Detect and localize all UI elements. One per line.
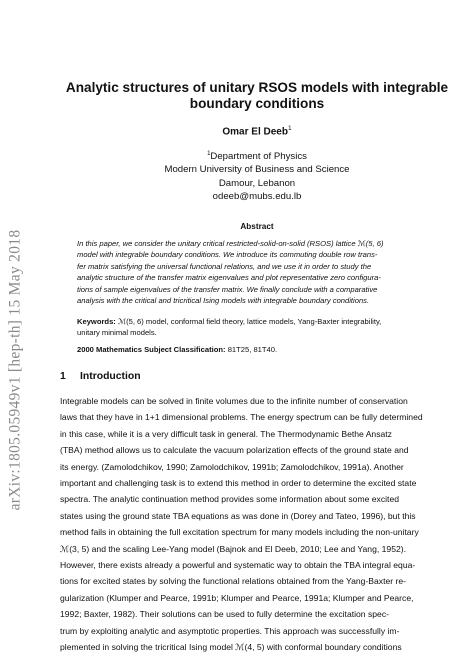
- body-line: Integrable models can be solved in finite volumes due to the infinite number of conservation: [60, 396, 408, 406]
- affiliation-block: [60, 148, 454, 203]
- body-line: its energy. (Zamolodchikov, 1990; Zamolodchikov, 1991b; Zamolodchikov, 1991a). Another: [60, 461, 404, 472]
- affiliation-email[interactable]: odeeb@mubs.edu.lb: [212, 190, 302, 202]
- keywords-line: [77, 316, 415, 327]
- abstract-line: In this paper, we consider the unitary critical restricted-solid-on-solid (RSOS) lattice ℳ(5, 6): [77, 239, 384, 248]
- body-line: 1992; Baxter, 1982). Their solutions can be used to fully determine the excitation spec-: [60, 609, 389, 620]
- abstract-body: [77, 238, 415, 306]
- title-line: Analytic structures of unitary RSOS models with integrable: [65, 80, 449, 95]
- body-line: trum by exploiting analytic and asymptotic properties. This approach was successfully im-: [60, 625, 400, 636]
- body-line: important and challenging task is to extend this method in order to determine the excited state: [60, 478, 417, 489]
- body-line: in this case, while it is a very difficult task in general. The Thermodynamic Bethe Ansatz: [60, 428, 392, 439]
- keywords-label: Keywords:: [77, 317, 116, 326]
- body-text: [60, 393, 424, 656]
- keywords-line: unitary minimal models.: [77, 328, 157, 338]
- body-line: plemented in solving the tricritical Ising model ℳ(4, 5) with conformal boundary conditions: [60, 642, 402, 653]
- body-line: gularization (Klumper and Pearce, 1991b; Klumper and Pearce, 1991a; Klumper and Pearce,: [60, 592, 414, 603]
- affiliation-mark: 1: [207, 151, 211, 157]
- abstract-line: model with integrable boundary conditions. We introduce its commuting double row trans-: [77, 250, 378, 260]
- keywords: [77, 316, 415, 339]
- title-line: boundary conditions: [189, 96, 325, 111]
- body-line: (TBA) method allows us to calculate the vacuum polarization effects of the ground state and: [60, 445, 409, 456]
- body-line: ℳ(3, 5) and the scaling Lee-Yang model (Bajnok and El Deeb, 2010; Lee and Yang, 1952).: [60, 543, 407, 554]
- section-number: 1: [60, 371, 66, 382]
- abstract-line: fer matrix satisfying the universal functional relations, and we use it in order to study the: [77, 261, 372, 271]
- abstract-heading: Abstract: [240, 222, 274, 231]
- body-line: laws that they have in 1+1 dimensional problems. The energy spectrum can be fully determined: [60, 412, 423, 423]
- arxiv-margin-stamp: [4, 150, 26, 590]
- body-line: tions for excited states by solving the functional relations obtained from the Yang-Baxter re-: [60, 576, 407, 587]
- arxiv-stamp-text: arXiv:1805.05949v1 [hep-th] 15 May 2018: [6, 229, 24, 511]
- abstract-line: analytic structure of the transfer matrix eigenvalues and plot representative zero configura-: [77, 273, 381, 283]
- msc-classification: [77, 345, 415, 354]
- affiliation-department: $^1$Department of Physics: [207, 151, 307, 163]
- body-line: states using the ground state TBA equations as was done in (Dorey and Tateo, 1996), but this: [60, 510, 416, 521]
- body-line: However, there exists already a powerful and systematic way to obtain the TBA integral equa-: [60, 560, 416, 571]
- abstract-line: tions of sample eigenvalues of the transfer matrix. We finally conclude with a comparative: [77, 284, 378, 294]
- msc-label: 2000 Mathematics Subject Classification:: [77, 345, 226, 354]
- body-line: spectra. The analytic continuation method provides some information about some excited: [60, 494, 400, 505]
- section-title: Introduction: [80, 371, 141, 382]
- author-name: Omar El Deeb: [222, 126, 288, 138]
- body-line: method fails in obtaining the full excitation spectrum for many models including the non-unitary: [60, 527, 419, 538]
- author: [60, 125, 454, 137]
- keywords-text: ℳ(5, 6) model, conformal field theory, lattice models, Yang-Baxter integrability,: [117, 317, 382, 326]
- author-affiliation-mark: 1: [287, 125, 292, 132]
- affiliation-city: Damour, Lebanon: [218, 177, 296, 189]
- paper-title: [60, 80, 454, 112]
- affiliation-university: Modern University of Business and Science: [164, 164, 350, 176]
- section-heading: [60, 371, 141, 382]
- abstract-line: analysis with the critical and tricritical Ising models with integrable boundary conditions.: [77, 296, 370, 306]
- msc-value: 81T25, 81T40.: [227, 345, 278, 354]
